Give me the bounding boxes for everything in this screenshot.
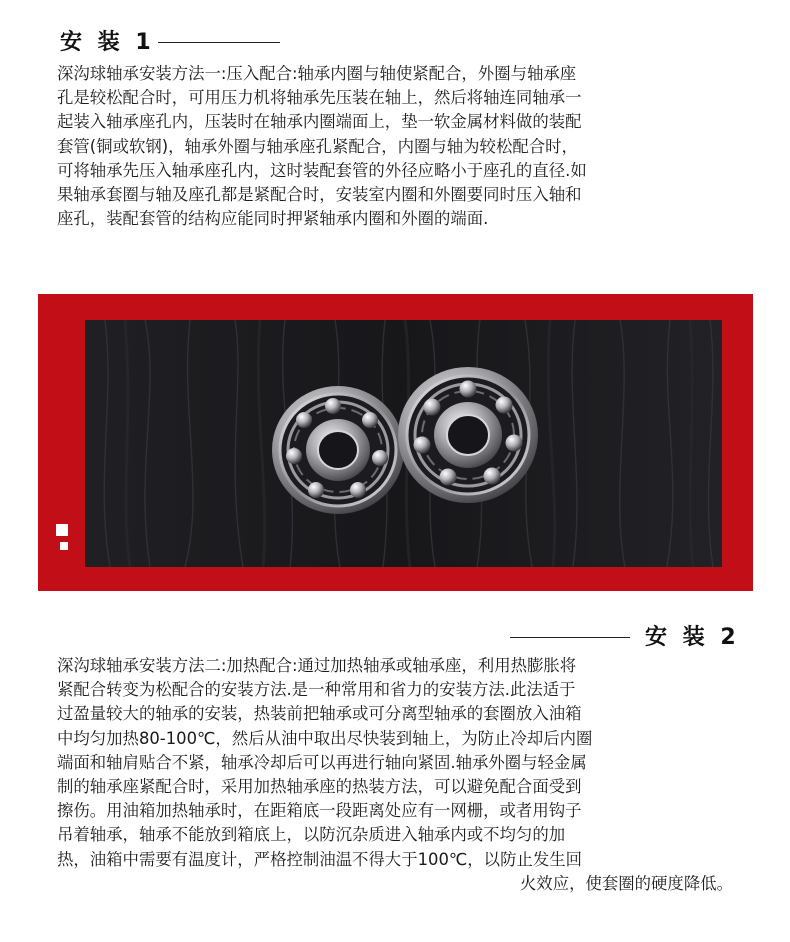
section1-line: 深沟球轴承安装方法一:压入配合:轴承内圈与轴使紧配合，外圈与轴承座 xyxy=(57,64,577,83)
section2-line: 深沟球轴承安装方法二:加热配合:通过加热轴承或轴承座，利用热膨胀将 xyxy=(57,656,577,675)
section2-line: 端面和轴肩贴合不紧，轴承冷却后可以再进行轴向紧固.轴承外圈与轻金属 xyxy=(57,752,587,772)
bearings-photo xyxy=(85,320,722,567)
section2-line: 擦伤。用油箱加热轴承时，在距箱底一段距离处应有一网栅，或者用钩子 xyxy=(57,801,582,821)
section2-line: 热，油箱中需要有温度计，严格控制油温不得大于100℃，以防止发生回 xyxy=(57,849,583,869)
left-bearing xyxy=(272,386,404,514)
section1-line: 座孔，装配套管的结构应能同时押紧轴承内圈和外圈的端面. xyxy=(57,209,489,229)
section2-line-last: 火效应，使套圈的硬度降低。 xyxy=(519,873,733,893)
section1-line: 孔是较松配合时，可用压力机将轴承先压装在轴上，然后将轴连同轴承一 xyxy=(57,88,582,108)
right-bearing xyxy=(398,367,538,503)
section1-line: 果轴承套圈与轴及座孔都是紧配合时，安装室内圈和外圈要同时压入轴和 xyxy=(57,185,582,205)
section1-line: 可将轴承先压入轴承座孔内，这时装配套管的外径应略小于座孔的直径.如 xyxy=(57,160,587,180)
section2-line: 过盈量较大的轴承的安装，热装前把轴承或可分离型轴承的套圈放入油箱 xyxy=(57,704,582,724)
bearings-illustration xyxy=(85,320,722,567)
section1-line: 套管(铜或软钢)，轴承外圈与轴承座孔紧配合，内圈与轴为较松配合时， xyxy=(57,136,578,156)
section2-line: 吊着轴承，轴承不能放到箱底上，以防沉杂质进入轴承内或不均匀的加 xyxy=(57,825,566,845)
section2-heading-rule xyxy=(510,637,630,638)
decor-square-large xyxy=(56,524,68,536)
section2-line: 中均匀加热80-100℃，然后从油中取出尽快装到轴上，为防止冷却后内圈 xyxy=(57,728,593,748)
section2-paragraph xyxy=(57,654,733,896)
section2-line: 制的轴承座紧配合时，采用加热轴承座的热装方法，可以避免配合面受到 xyxy=(57,777,582,797)
section1-heading: 安 装 1 xyxy=(60,30,155,55)
section2-line: 紧配合转变为松配合的安装方法.是一种常用和省力的安装方法.此法适于 xyxy=(57,680,576,700)
decor-square-small xyxy=(60,542,68,550)
section1-heading-rule xyxy=(158,42,280,43)
section1-line: 起装入轴承座孔内，压装时在轴承内圈端面上，垫一软金属材料做的装配 xyxy=(57,112,582,132)
section1-paragraph xyxy=(57,62,733,231)
section2-heading: 安 装 2 xyxy=(645,625,740,650)
